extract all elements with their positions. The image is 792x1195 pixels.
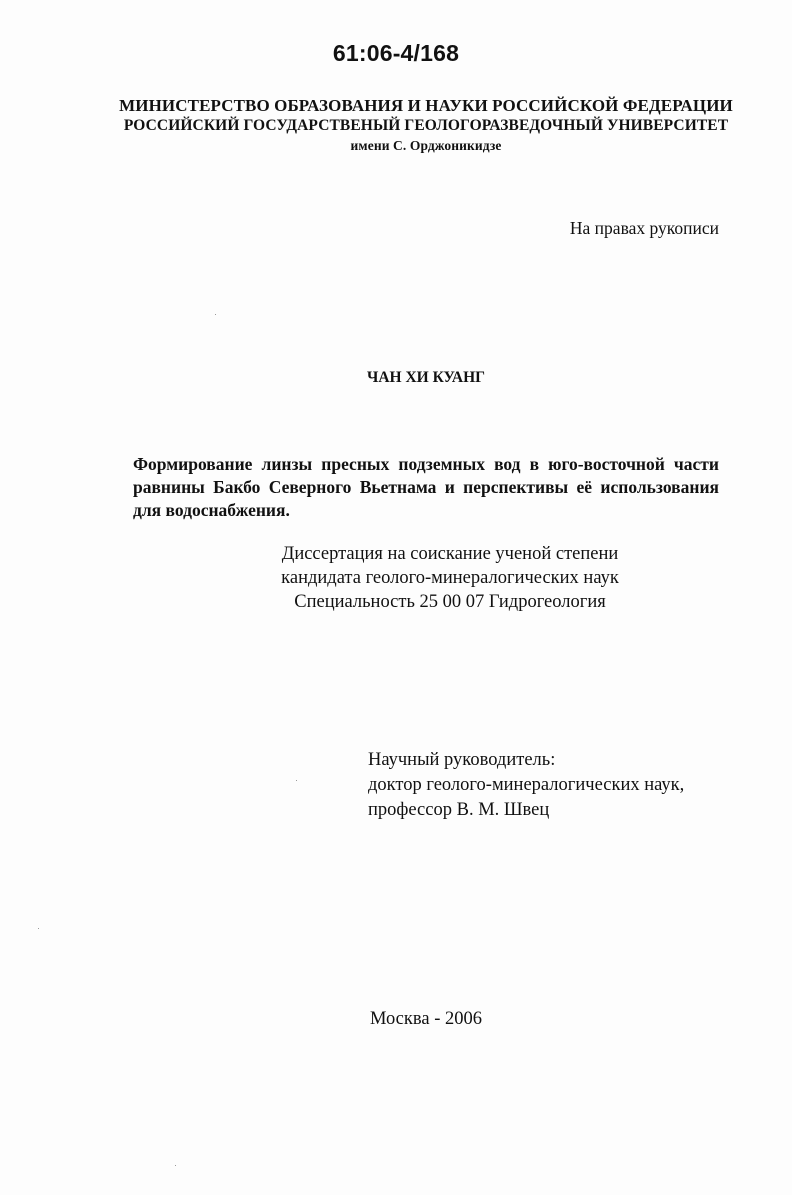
- university-named-after: имени С. Орджоникидзе: [350, 138, 502, 153]
- degree-line-1: Диссертация на соискание ученой степени: [281, 544, 619, 564]
- scan-speck: [175, 1165, 176, 1166]
- shelfmark-number: 61:06-4/168: [332, 40, 460, 66]
- degree-line-2: кандидата геолого-минералогических наук: [281, 568, 619, 588]
- supervisor-name: профессор В. М. Швец: [368, 800, 550, 820]
- dissertation-title: Формирование линзы пресных подземных вод в юго-восточной части равнины Бакбо Северного Вьетнама и перспективы её использования для водоснабжения.: [133, 454, 719, 520]
- university-name: РОССИЙСКИЙ ГОСУДАРСТВЕНЫЙ ГЕОЛОГОРАЗВЕДОЧНЫЙ УНИВЕРСИТЕТ: [123, 117, 729, 134]
- scan-speck: [215, 314, 216, 315]
- ministry-name: МИНИСТЕРСТВО ОБРАЗОВАНИЯ И НАУКИ РОССИЙСКОЙ ФЕДЕРАЦИИ: [119, 96, 733, 115]
- degree-specialty: Специальность 25 00 07 Гидрогеология: [294, 592, 606, 612]
- degree-block: [200, 542, 700, 614]
- supervisor-degree: доктор геолого-минералогических наук,: [368, 775, 685, 795]
- scan-speck: [296, 780, 297, 781]
- author-name: ЧАН ХИ КУАНГ: [366, 369, 486, 386]
- manuscript-rights-note: На правах рукописи: [569, 218, 719, 238]
- supervisor-block: [368, 748, 684, 823]
- city-year: Москва - 2006: [369, 1009, 482, 1029]
- supervisor-label: Научный руководитель:: [368, 750, 556, 770]
- scan-speck: [38, 928, 39, 929]
